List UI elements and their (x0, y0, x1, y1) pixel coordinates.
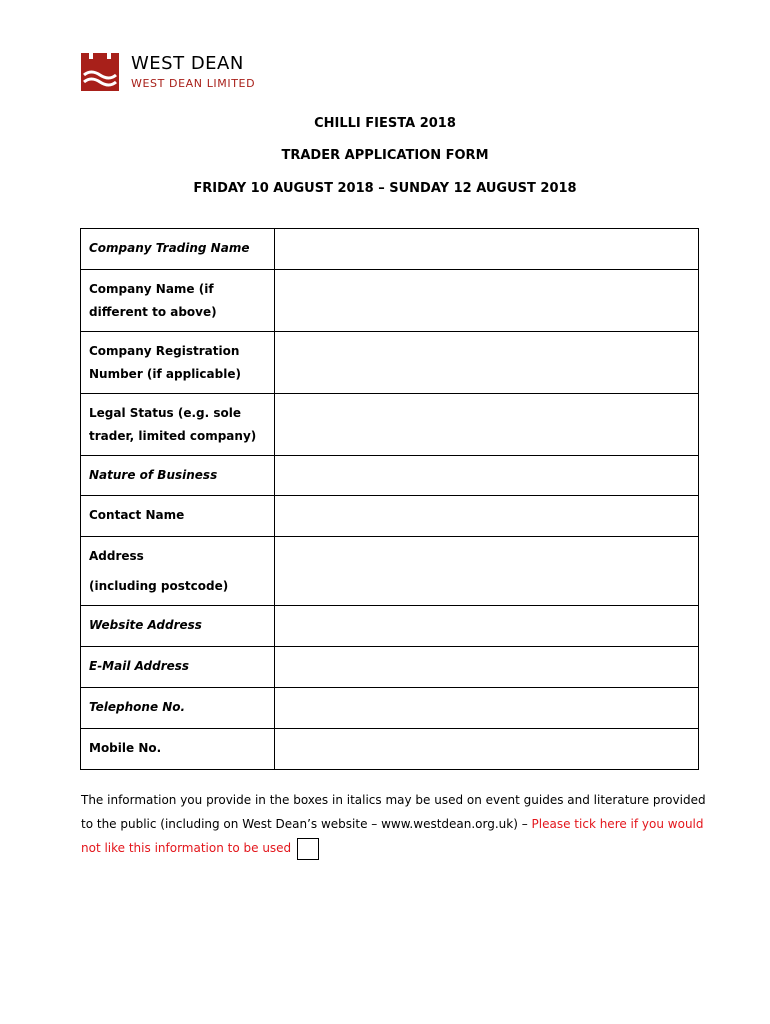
field-label-line: trader, limited company) (89, 429, 257, 443)
field-label-line: Company Trading Name (89, 241, 250, 255)
form-row (81, 688, 699, 729)
field-label (81, 394, 275, 456)
field-label-line: Contact Name (89, 508, 185, 522)
logo (81, 53, 255, 91)
application-form-table (80, 228, 699, 770)
event-dates: FRIDAY 10 AUGUST 2018 – SUNDAY 12 AUGUST 2018 (193, 181, 577, 196)
field-input-cell[interactable] (275, 496, 699, 537)
notice-opt-out-text: Please tick here if you would not like this information to be used (81, 817, 704, 855)
field-label (81, 496, 275, 537)
notice-text: The information you provide in the boxes in italics may be used on event guides and literature provided to the public (including on West Dean’s website – www.westdean.org.uk) – (81, 793, 706, 831)
field-input-cell[interactable] (275, 647, 699, 688)
field-label (81, 270, 275, 332)
form-row (81, 606, 699, 647)
field-label (81, 688, 275, 729)
logo-name: WEST DEAN (131, 53, 244, 74)
field-label (81, 332, 275, 394)
castle-logo-icon (81, 53, 119, 91)
field-label-line: Address (89, 549, 144, 563)
form-row (81, 229, 699, 270)
form-row (81, 456, 699, 496)
field-label-line: Mobile No. (89, 741, 162, 755)
field-label (81, 229, 275, 270)
form-title: TRADER APPLICATION FORM (281, 148, 489, 163)
field-label-line: Website Address (89, 618, 202, 632)
field-label (81, 647, 275, 688)
logo-subname: WEST DEAN LIMITED (131, 77, 256, 90)
field-label-line: Number (if applicable) (89, 367, 241, 381)
field-label-line: different to above) (89, 305, 217, 319)
field-input-cell[interactable] (275, 456, 699, 496)
field-label-line: Legal Status (e.g. sole (89, 406, 241, 420)
field-input-cell[interactable] (275, 332, 699, 394)
form-row (81, 496, 699, 537)
field-label (81, 456, 275, 496)
form-row (81, 647, 699, 688)
field-input-cell[interactable] (275, 394, 699, 456)
field-label (81, 537, 275, 606)
field-label-line: (including postcode) (89, 579, 229, 593)
field-input-cell[interactable] (275, 688, 699, 729)
field-input-cell[interactable] (275, 270, 699, 332)
privacy-notice (81, 788, 706, 860)
field-input-cell[interactable] (275, 229, 699, 270)
form-row (81, 729, 699, 770)
form-row (81, 332, 699, 394)
field-input-cell[interactable] (275, 729, 699, 770)
field-label (81, 606, 275, 647)
field-label-line: Telephone No. (89, 700, 186, 714)
field-input-cell[interactable] (275, 606, 699, 647)
event-title: CHILLI FIESTA 2018 (314, 116, 456, 131)
form-row (81, 394, 699, 456)
form-row (81, 270, 699, 332)
field-label-line: Company Registration (89, 344, 240, 358)
field-label-line: Nature of Business (89, 468, 218, 482)
field-label-line: Company Name (if (89, 282, 214, 296)
form-row (81, 537, 699, 606)
field-label (81, 729, 275, 770)
opt-out-checkbox[interactable] (297, 838, 319, 860)
field-label-line: E-Mail Address (89, 659, 190, 673)
field-input-cell[interactable] (275, 537, 699, 606)
